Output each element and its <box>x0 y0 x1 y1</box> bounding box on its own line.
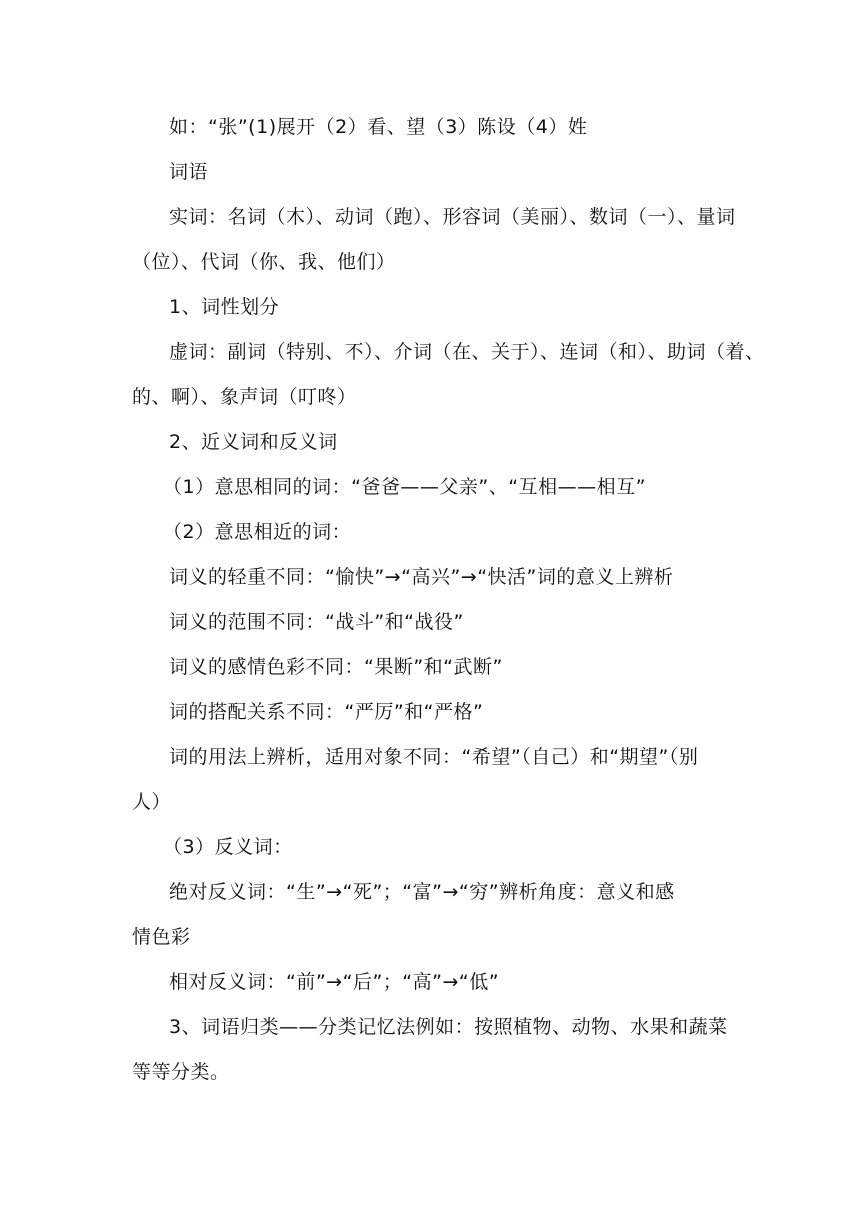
relative-antonyms: 相对反义词：“前”→“后”；“高”→“低” <box>169 971 500 993</box>
heading-part-of-speech: 1、词性划分 <box>169 296 280 318</box>
degree-difference: 词义的轻重不同：“愉快”→“高兴”→“快活”词的意义上辨析 <box>169 566 674 588</box>
function-words-line-1: 虚词：副词（特别、不）、介词（在、关于）、连词（和）、助词（着、 <box>169 341 765 363</box>
heading-words: 词语 <box>169 161 209 183</box>
absolute-antonyms-line-1: 绝对反义词：“生”→“死”；“富”→“穷”辨析角度：意义和感 <box>169 881 675 903</box>
scope-difference: 词义的范围不同：“战斗”和“战役” <box>169 611 464 633</box>
collocation-difference: 词的搭配关系不同：“严厉”和“严格” <box>169 701 484 723</box>
example-zhang-line: 如：“张”(1)展开（2）看、望（3）陈设（4）姓 <box>169 116 588 138</box>
antonyms-heading: （3）反义词： <box>163 836 293 858</box>
same-meaning-words: （1）意思相同的词：“爸爸——父亲”、“互相——相互” <box>163 476 646 498</box>
word-classification-line-1: 3、词语归类——分类记忆法例如：按照植物、动物、水果和蔬菜 <box>169 1016 728 1038</box>
usage-difference-line-2: 人） <box>132 791 172 813</box>
function-words-line-2: 的、啊）、象声词（叮咚） <box>132 386 357 408</box>
heading-synonyms-antonyms: 2、近义词和反义词 <box>169 431 338 453</box>
content-words-line-1: 实词：名词（木）、动词（跑）、形容词（美丽）、数词（一）、量词 <box>169 206 736 228</box>
content-words-line-2: （位）、代词（你、我、他们） <box>132 251 396 273</box>
emotion-difference: 词义的感情色彩不同：“果断”和“武断” <box>169 656 503 678</box>
absolute-antonyms-line-2: 情色彩 <box>132 926 191 948</box>
word-classification-line-2: 等等分类。 <box>132 1061 230 1083</box>
similar-meaning-heading: （2）意思相近的词： <box>163 521 352 543</box>
usage-difference-line-1: 词的用法上辨析，适用对象不同：“希望”（自己）和“期望”（别 <box>169 746 699 768</box>
